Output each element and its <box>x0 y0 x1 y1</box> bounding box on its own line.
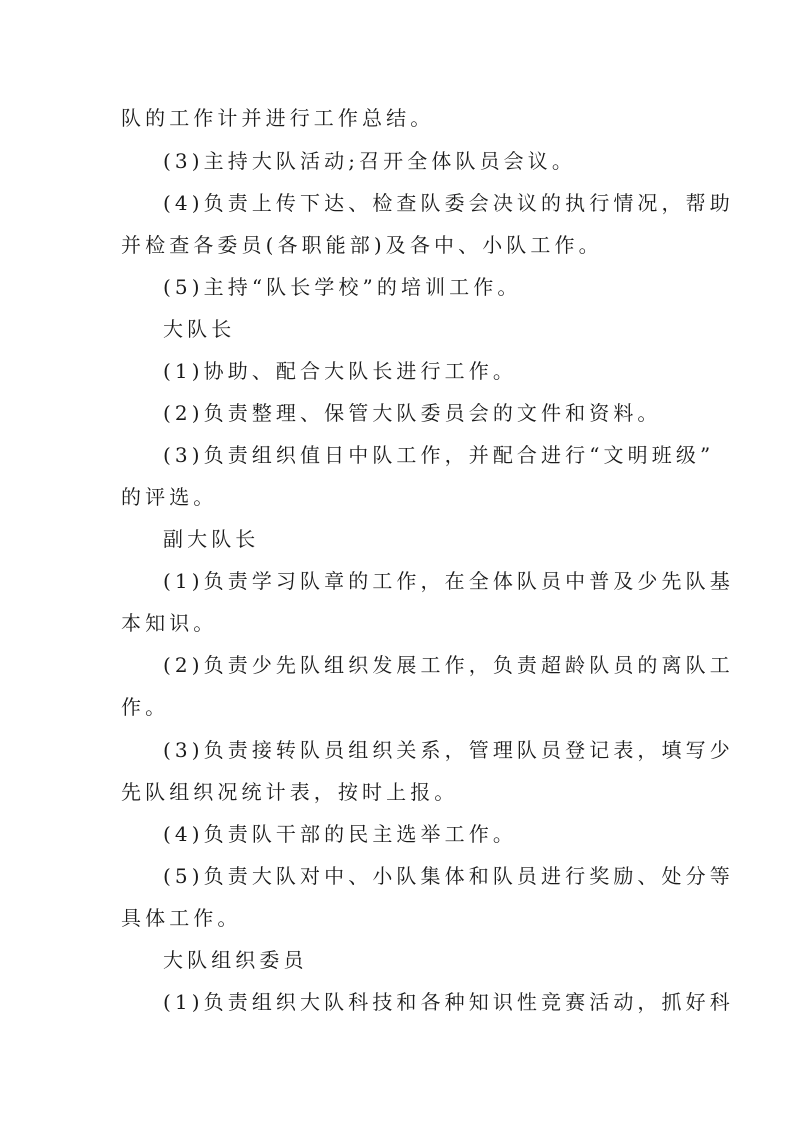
text-line: (3)主持大队活动;召开全体队员会议。 <box>163 149 576 173</box>
text-line: (4)负责队干部的民主选举工作。 <box>163 822 517 846</box>
text-line: 作。 <box>121 695 170 719</box>
text-line: (1)负责学习队章的工作，在全体队员中普及少先队基 <box>163 569 734 593</box>
text-line: 具体工作。 <box>121 906 242 930</box>
section-heading: 大队组织委员 <box>163 948 308 972</box>
text-line: (1)协助、配合大队长进行工作。 <box>163 359 517 383</box>
text-line: (4)负责上传下达、检查队委会决议的执行情况，帮助 <box>163 191 734 215</box>
section-heading: 副大队长 <box>163 527 260 551</box>
text-line: 先队组织况统计表，按时上报。 <box>121 780 459 804</box>
text-line: (2)负责少先队组织发展工作，负责超龄队员的离队工 <box>163 653 734 677</box>
text-line: 并检查各委员(各职能部)及各中、小队工作。 <box>121 233 603 257</box>
text-line: (5)负责大队对中、小队集体和队员进行奖励、处分等 <box>163 864 734 888</box>
text-line: 队的工作计并进行工作总结。 <box>121 106 435 130</box>
text-line: (1)负责组织大队科技和各种知识性竞赛活动，抓好科 <box>163 990 734 1014</box>
section-heading: 大队长 <box>163 317 236 341</box>
text-line: (5)主持“队长学校”的培训工作。 <box>163 275 522 299</box>
text-line: (3)负责接转队员组织关系，管理队员登记表，填写少 <box>163 738 734 762</box>
text-line: (2)负责整理、保管大队委员会的文件和资料。 <box>163 401 662 425</box>
text-line: 的评选。 <box>121 485 218 509</box>
text-line: 本知识。 <box>121 611 218 635</box>
text-line: (3)负责组织值日中队工作，并配合进行“文明班级” <box>163 443 715 467</box>
